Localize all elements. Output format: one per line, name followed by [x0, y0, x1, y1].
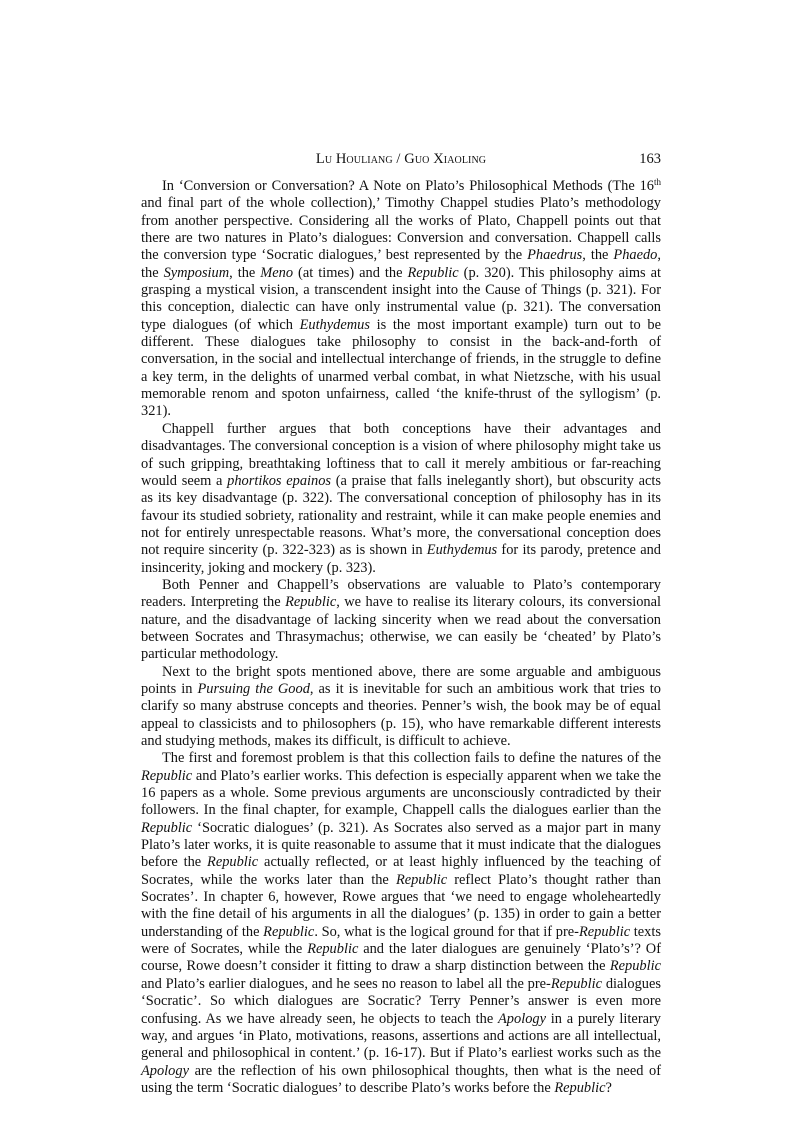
text-run: ‘Socratic dialogues’ (p. 321). As Socrates also served as a major part in many Plato’s later works, it is quite reasonable to assume that it must indicate that the dialogues before the — [141, 819, 661, 871]
text-run: , we have to realise its literary colours, its conversional nature, and the disadvantage of lacking sincerity when we read about the conversation between Socrates and Thrasymachus; otherwise, we can easily be ‘cheated’ by Plato’s particular methodology. — [141, 594, 661, 663]
text-run: and Plato’s earlier works. This defection is especially apparent when we take the 16 papers as a whole. Some previous arguments are unconsciously contradicted by their followers. In the final chapter, for example, Chappell calls the dialogues earlier than the — [141, 767, 661, 819]
page-number: 163 — [639, 151, 661, 167]
text-run: , as it is inevitable for such an ambitious work that tries to clarify so many abstruse concepts and theories. Penner’s wish, the book may be of equal appeal to classicists and to philosophers (p. 15), who have remarkable different interests and studying methods, makes its difficult, is difficult to achieve. — [141, 680, 661, 749]
italic-title: Symposium — [163, 264, 230, 281]
text-run: , the — [229, 264, 261, 281]
italic-title: Republic — [207, 854, 259, 871]
text-run: Chappell further argues that both conceptions have their advantages and disadvantages. The conversional conception is a vision of where philosophy might take us of such gripping, breathtaking loftiness that to call it merely ambitious or far-reaching would seem a — [141, 420, 661, 489]
text-run: and the later dialogues are genuinely ‘Plato’s’? Of course, Rowe doesn’t consider it fitting to draw a sharp distinction between the — [141, 941, 661, 975]
text-run: , the — [582, 247, 614, 264]
text-run: In ‘Conversion or Conversation? A Note on Plato’s Philosophical Methods (The 16 — [162, 178, 654, 194]
italic-title: Republic — [578, 923, 631, 940]
text-run: actually reflected, or at least highly influenced by the teaching of Socrates, while the works later than the — [141, 854, 661, 888]
italic-title: Meno — [260, 264, 294, 281]
italic-title: Republic — [141, 819, 193, 836]
italic-title: Euthydemus — [426, 542, 498, 559]
body-text — [141, 178, 661, 1097]
italic-title: Republic — [554, 1079, 606, 1096]
italic-title: phortikos epainos — [227, 472, 332, 489]
text-run: (p. 320). This philosophy aims at grasping a mystical vision, a transcendent insight into the Cause of Things (p. 321). For this conception, dialectic can have only instrumental value (p. 321). The conversation type dialogues (of which — [141, 264, 662, 333]
italic-title: Republic — [141, 767, 193, 784]
italic-title: Republic — [285, 594, 337, 611]
text-run: in a purely literary way, and argues ‘in Plato, motivations, reasons, assertions and actions are all intellectual, general and philosophical in content.’ (p. 16-17). But if Plato’s earliest works such as the — [141, 1010, 661, 1062]
italic-title: Apology — [141, 1062, 189, 1079]
italic-title: Republic — [407, 264, 459, 281]
text-run: is the most important example) turn out to be different. These dialogues take philosophy to consist in the back-and-forth of conversation, in the social and intellectual interchange of friends, in the struggle to define a key term, in the delights of unarmed verbal combat, in what Nietzsche, with his usual memorable renom and spoton unfairness, called ‘the knife-thrust of the syllogism’ (p. 321). — [141, 316, 661, 420]
text-run: The first and foremost problem is that this collection fails to define the natures of the — [162, 750, 661, 767]
italic-title: Phaedo — [613, 247, 658, 264]
text-run: for its parody, pretence and insincerity, joking and mockery (p. 323). — [141, 542, 661, 576]
text-run: (at times) and the — [293, 264, 408, 281]
italic-title: Republic — [263, 923, 315, 940]
text-run: dialogues ‘Socratic’. So which dialogues are Socratic? Terry Penner’s answer is even more confusing. As we have already seen, he objects to teach the — [141, 975, 661, 1027]
paragraph — [141, 664, 661, 751]
italic-title: Republic — [609, 958, 661, 975]
paragraph — [141, 750, 661, 1097]
page-header — [141, 151, 661, 171]
italic-title: Republic — [307, 941, 359, 958]
italic-title: Euthydemus — [299, 316, 370, 333]
text-run: , the — [141, 247, 661, 281]
text-run: are the reflection of his own philosophical thoughts, then what is the need of using the term ‘Socratic dialogues’ to describe Plato’s works before the — [141, 1062, 661, 1096]
text-run: . So, what is the logical ground for that if pre- — [314, 923, 579, 940]
italic-title: Republic — [550, 975, 602, 992]
superscript: th — [653, 177, 661, 187]
text-run: and final part of the whole collection),’ Timothy Chappel studies Plato’s methodology from another perspective. Considering all the works of Plato, Chappell points out that there are two natures in Plato’s dialogues: Conversion and conversation. Chappell calls the conversion type ‘Socratic dialogues,’ best represented by the — [141, 195, 661, 264]
text-run: Next to the bright spots mentioned above, there are some arguable and ambiguous points in — [141, 663, 661, 697]
italic-title: Apology — [498, 1010, 546, 1027]
text-run: ? — [605, 1079, 612, 1096]
paragraph — [141, 178, 661, 421]
text-run: and Plato’s earlier dialogues, and he sees no reason to label all the pre- — [141, 975, 551, 992]
running-head: Lu Houliang / Guo Xiaoling — [315, 151, 487, 167]
italic-title: Republic — [395, 871, 448, 888]
italic-title: Pursuing the Good — [197, 680, 310, 697]
italic-title: Phaedrus — [527, 247, 583, 264]
paragraph — [141, 421, 661, 577]
text-run: (a praise that falls inelegantly short), but obscurity acts as its key disadvantage (p. 322). The conversational conception of philosophy has in its favour its studied sobriety, rationality and restraint, while it can make people enemies and not for entirely unrespectable reasons. What’s more, the conversational conception does not require sincerity (p. 322-323) as is shown in — [141, 472, 661, 559]
text-run: texts were of Socrates, while the — [141, 923, 661, 958]
text-run: Both Penner and Chappell’s observations are valuable to Plato’s contemporary readers. Interpreting the — [141, 576, 661, 611]
text-run: reflect Plato’s thought rather than Socrates’. In chapter 6, however, Rowe argues that ‘we need to engage wholeheartedly with the fine detail of his arguments in all the dialogues’ (p. 135) in order to gain a better understanding of the — [141, 871, 661, 940]
paragraph — [141, 577, 661, 664]
